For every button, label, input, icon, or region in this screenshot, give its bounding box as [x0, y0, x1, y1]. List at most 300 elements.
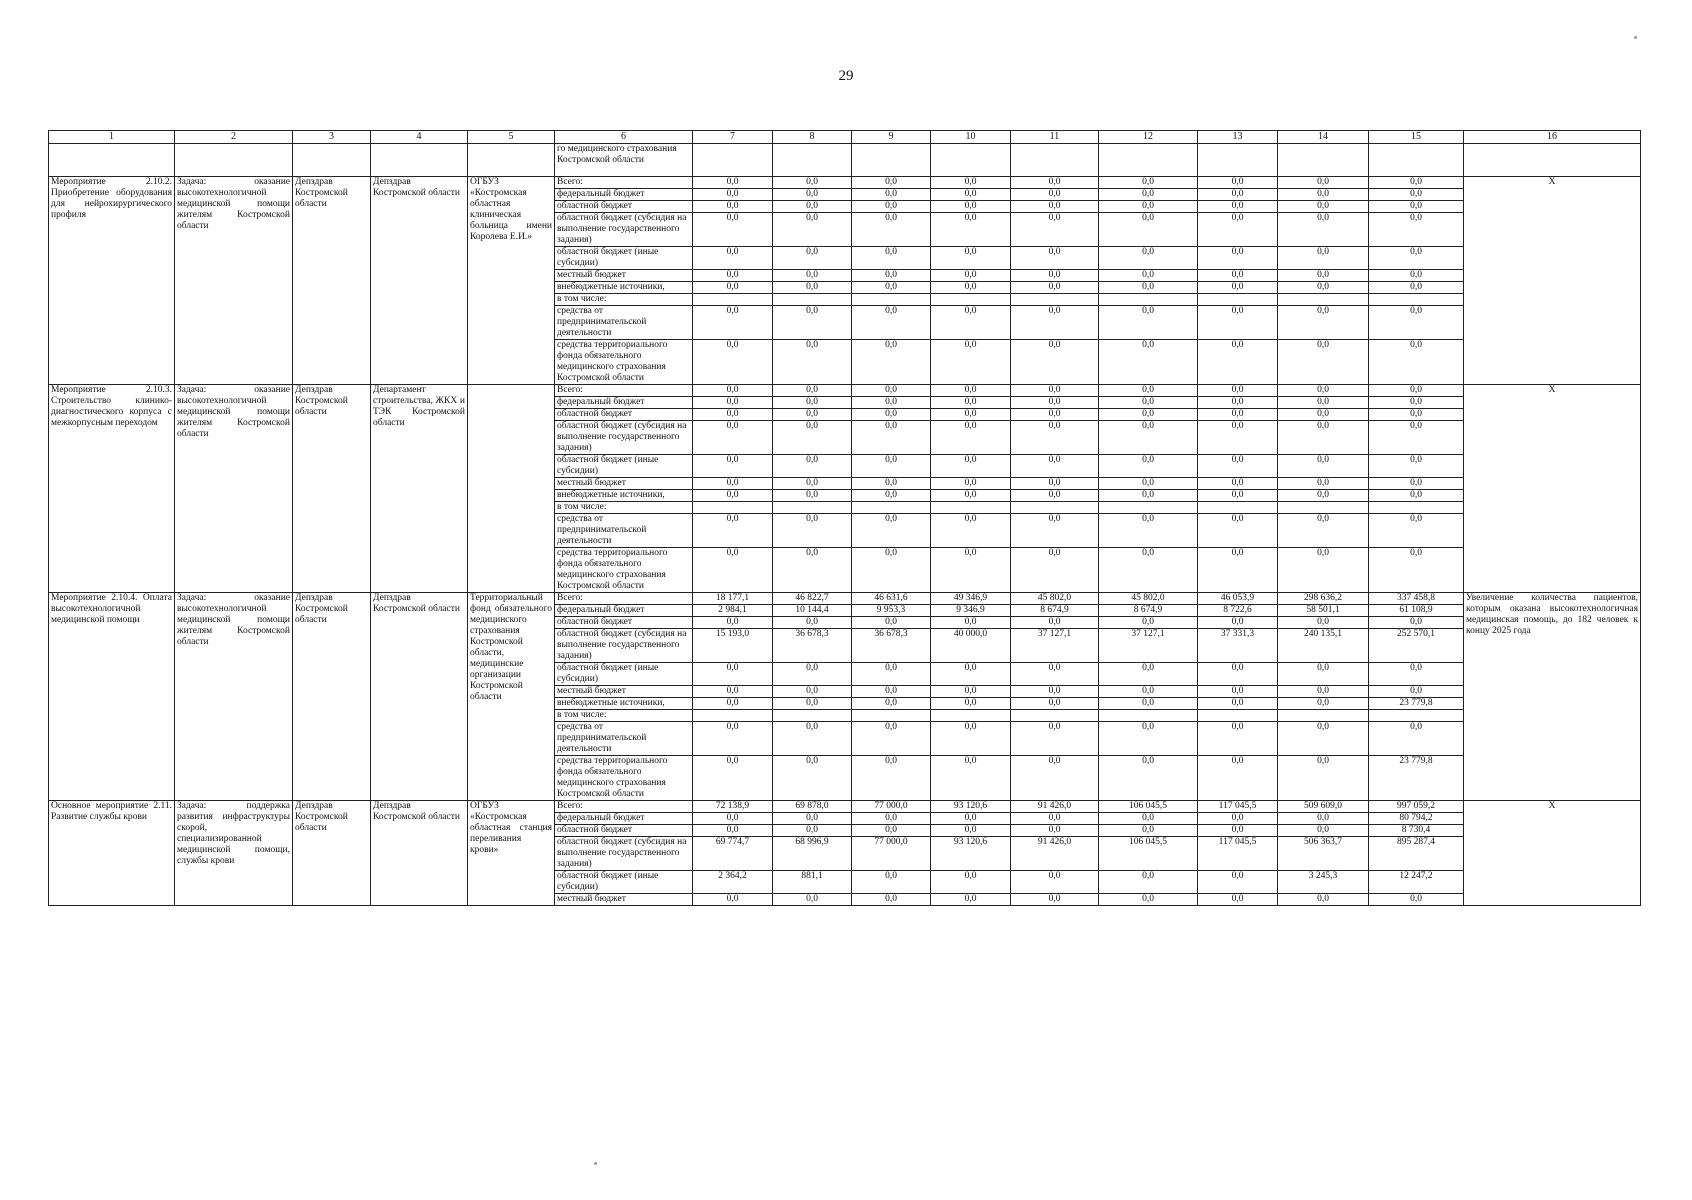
scan-speck [1634, 36, 1637, 39]
value-cell: 252 570,1 [1369, 629, 1464, 663]
column-number-cell: 6 [555, 131, 693, 144]
value-cell: 0,0 [1099, 490, 1198, 502]
page-number: 29 [838, 68, 854, 84]
value-cell: 298 636,2 [1278, 593, 1369, 605]
value-cell [1369, 294, 1464, 306]
value-cell: 8 730,4 [1369, 825, 1464, 837]
value-cell: 0,0 [1369, 722, 1464, 756]
value-cell: 3 245,3 [1278, 871, 1369, 894]
value-cell: 0,0 [852, 282, 931, 294]
value-cell: 0,0 [693, 490, 773, 502]
value-cell: 0,0 [1099, 813, 1198, 825]
value-cell: 9 953,3 [852, 605, 931, 617]
value-cell: 0,0 [1198, 548, 1278, 593]
value-cell: 0,0 [1099, 270, 1198, 282]
value-cell: 0,0 [693, 177, 773, 189]
value-cell: 240 135,1 [1278, 629, 1369, 663]
value-cell [1099, 294, 1198, 306]
value-cell: 45 802,0 [1099, 593, 1198, 605]
value-cell: 0,0 [1278, 617, 1369, 629]
task-cell: Задача: оказание высокотехнологичной медицинской помощи жителям Костромской области [175, 385, 293, 593]
value-cell [931, 144, 1011, 177]
value-cell: 68 996,9 [773, 837, 852, 871]
funding-source-cell: средства территориального фонда обязательного медицинского страхования Костромской области [555, 756, 693, 801]
value-cell: 0,0 [1011, 177, 1099, 189]
value-cell: 0,0 [693, 189, 773, 201]
value-cell: 23 779,8 [1369, 698, 1464, 710]
value-cell: 0,0 [1369, 686, 1464, 698]
value-cell: 0,0 [773, 478, 852, 490]
value-cell: 0,0 [931, 455, 1011, 478]
value-cell: 0,0 [1011, 455, 1099, 478]
funding-source-cell: областной бюджет (субсидия на выполнение государственного задания) [555, 629, 693, 663]
value-cell: 61 108,9 [1369, 605, 1464, 617]
value-cell: 37 331,3 [1198, 629, 1278, 663]
value-cell: 0,0 [931, 213, 1011, 247]
value-cell: 0,0 [1369, 213, 1464, 247]
funding-source-cell: федеральный бюджет [555, 397, 693, 409]
value-cell: 0,0 [693, 548, 773, 593]
value-cell: 0,0 [693, 514, 773, 548]
value-cell: 0,0 [1198, 617, 1278, 629]
value-cell [693, 144, 773, 177]
value-cell: 0,0 [1198, 247, 1278, 270]
value-cell: 37 127,1 [1099, 629, 1198, 663]
value-cell: 106 045,5 [1099, 837, 1198, 871]
table-row [49, 177, 1641, 189]
value-cell: 0,0 [693, 455, 773, 478]
result-cell: X [1464, 177, 1641, 385]
funding-source-cell: областной бюджет [555, 825, 693, 837]
value-cell: 0,0 [1198, 825, 1278, 837]
value-cell: 0,0 [1278, 247, 1369, 270]
value-cell: 69 774,7 [693, 837, 773, 871]
value-cell: 0,0 [852, 617, 931, 629]
value-cell: 0,0 [852, 825, 931, 837]
value-cell: 0,0 [852, 756, 931, 801]
column-number-cell: 16 [1464, 131, 1641, 144]
value-cell: 0,0 [1099, 548, 1198, 593]
value-cell: 0,0 [1198, 385, 1278, 397]
executor-cell: Депздрав Костромской области [371, 593, 468, 801]
value-cell: 0,0 [1011, 201, 1099, 213]
empty-cell [293, 144, 371, 177]
value-cell: 0,0 [693, 270, 773, 282]
value-cell: 881,1 [773, 871, 852, 894]
value-cell: 0,0 [1011, 871, 1099, 894]
value-cell: 0,0 [852, 871, 931, 894]
value-cell: 0,0 [693, 409, 773, 421]
value-cell: 0,0 [1198, 409, 1278, 421]
participant-cell: ОГБУЗ «Костромская областная станция переливания крови» [468, 801, 555, 906]
value-cell: 0,0 [1278, 894, 1369, 906]
value-cell: 0,0 [1278, 514, 1369, 548]
value-cell: 0,0 [773, 722, 852, 756]
value-cell: 0,0 [1278, 385, 1369, 397]
value-cell: 9 346,9 [931, 605, 1011, 617]
column-number-cell: 2 [175, 131, 293, 144]
value-cell: 0,0 [773, 894, 852, 906]
value-cell: 0,0 [1369, 247, 1464, 270]
value-cell: 0,0 [1198, 490, 1278, 502]
value-cell: 0,0 [931, 201, 1011, 213]
value-cell: 18 177,1 [693, 593, 773, 605]
measure-cell: Мероприятие 2.10.2. Приобретение оборудования для нейрохирургического профиля [49, 177, 175, 385]
value-cell [1011, 294, 1099, 306]
value-cell: 0,0 [852, 478, 931, 490]
value-cell: 0,0 [931, 686, 1011, 698]
value-cell [773, 502, 852, 514]
value-cell: 0,0 [1278, 722, 1369, 756]
column-number-cell: 8 [773, 131, 852, 144]
value-cell [931, 294, 1011, 306]
value-cell: 0,0 [1011, 722, 1099, 756]
value-cell: 0,0 [693, 813, 773, 825]
value-cell: 0,0 [1369, 385, 1464, 397]
value-cell: 0,0 [773, 201, 852, 213]
value-cell [1369, 144, 1464, 177]
value-cell: 337 458,8 [1369, 593, 1464, 605]
value-cell: 0,0 [773, 409, 852, 421]
value-cell: 0,0 [1369, 617, 1464, 629]
column-number-cell: 15 [1369, 131, 1464, 144]
value-cell: 0,0 [1011, 514, 1099, 548]
value-cell: 0,0 [1198, 177, 1278, 189]
result-cell: Увеличение количества пациентов, которым оказана высокотехнологичная медицинская помощь, до 182 человек к концу 2025 года [1464, 593, 1641, 801]
executor-cell: Депздрав Костромской области [371, 801, 468, 906]
value-cell: 0,0 [693, 421, 773, 455]
value-cell: 0,0 [852, 409, 931, 421]
value-cell: 0,0 [1198, 306, 1278, 340]
value-cell: 0,0 [693, 340, 773, 385]
task-cell: Задача: оказание высокотехнологичной медицинской помощи жителям Костромской области [175, 177, 293, 385]
column-number-cell: 10 [931, 131, 1011, 144]
measure-cell: Основное мероприятие 2.11. Развитие службы крови [49, 801, 175, 906]
value-cell [1278, 710, 1369, 722]
value-cell: 506 363,7 [1278, 837, 1369, 871]
value-cell: 0,0 [1278, 340, 1369, 385]
funding-source-cell: Всего: [555, 177, 693, 189]
funding-source-cell: средства от предпринимательской деятельности [555, 306, 693, 340]
value-cell: 0,0 [1369, 397, 1464, 409]
value-cell: 0,0 [693, 385, 773, 397]
funding-source-cell: Всего: [555, 593, 693, 605]
value-cell: 0,0 [1099, 894, 1198, 906]
funding-source-cell: федеральный бюджет [555, 189, 693, 201]
value-cell: 0,0 [1011, 213, 1099, 247]
executor-cell: Департамент строительства, ЖКХ и ТЭК Костромской области [371, 385, 468, 593]
value-cell: 0,0 [1278, 270, 1369, 282]
value-cell: 0,0 [852, 421, 931, 455]
value-cell [931, 710, 1011, 722]
funding-source-cell: областной бюджет (иные субсидии) [555, 871, 693, 894]
funding-source-cell: областной бюджет (субсидия на выполнение государственного задания) [555, 837, 693, 871]
value-cell [1011, 502, 1099, 514]
value-cell: 0,0 [852, 270, 931, 282]
empty-cell [49, 144, 175, 177]
value-cell: 0,0 [1369, 514, 1464, 548]
value-cell: 46 053,9 [1198, 593, 1278, 605]
admin-cell: Депздрав Костромской области [293, 801, 371, 906]
funding-source-cell: в том числе: [555, 502, 693, 514]
funding-source-cell: го медицинского страхования Костромской области [555, 144, 693, 177]
value-cell: 0,0 [1011, 282, 1099, 294]
value-cell: 0,0 [852, 894, 931, 906]
value-cell: 0,0 [1099, 663, 1198, 686]
value-cell: 0,0 [773, 813, 852, 825]
column-number-cell: 11 [1011, 131, 1099, 144]
value-cell [773, 294, 852, 306]
value-cell: 0,0 [1099, 282, 1198, 294]
value-cell: 0,0 [1099, 478, 1198, 490]
funding-source-cell: областной бюджет (иные субсидии) [555, 663, 693, 686]
value-cell: 77 000,0 [852, 837, 931, 871]
value-cell: 0,0 [773, 756, 852, 801]
value-cell: 0,0 [852, 247, 931, 270]
value-cell: 0,0 [852, 663, 931, 686]
column-number-cell: 1 [49, 131, 175, 144]
result-cell: X [1464, 801, 1641, 906]
value-cell: 0,0 [1198, 894, 1278, 906]
value-cell: 12 247,2 [1369, 871, 1464, 894]
funding-source-cell: областной бюджет (субсидия на выполнение государственного задания) [555, 213, 693, 247]
value-cell: 0,0 [852, 177, 931, 189]
value-cell: 117 045,5 [1198, 837, 1278, 871]
value-cell: 0,0 [1099, 177, 1198, 189]
value-cell [693, 710, 773, 722]
value-cell: 0,0 [1369, 421, 1464, 455]
budget-table-sheet [48, 130, 1641, 906]
funding-source-cell: областной бюджет [555, 201, 693, 213]
value-cell: 0,0 [773, 270, 852, 282]
value-cell: 0,0 [773, 177, 852, 189]
value-cell: 0,0 [1198, 270, 1278, 282]
value-cell: 77 000,0 [852, 801, 931, 813]
value-cell: 0,0 [693, 306, 773, 340]
value-cell: 0,0 [1369, 201, 1464, 213]
value-cell [1278, 294, 1369, 306]
value-cell: 0,0 [1278, 213, 1369, 247]
empty-cell [371, 144, 468, 177]
value-cell: 895 287,4 [1369, 837, 1464, 871]
value-cell: 0,0 [773, 686, 852, 698]
value-cell [852, 144, 931, 177]
value-cell: 0,0 [1278, 490, 1369, 502]
value-cell: 2 364,2 [693, 871, 773, 894]
value-cell [852, 294, 931, 306]
value-cell: 0,0 [693, 282, 773, 294]
value-cell [1099, 502, 1198, 514]
value-cell: 45 802,0 [1011, 593, 1099, 605]
value-cell: 0,0 [931, 247, 1011, 270]
value-cell [1011, 710, 1099, 722]
value-cell: 0,0 [1099, 409, 1198, 421]
admin-cell: Депздрав Костромской области [293, 593, 371, 801]
value-cell: 0,0 [1011, 340, 1099, 385]
value-cell: 91 426,0 [1011, 801, 1099, 813]
budget-table [48, 130, 1641, 906]
value-cell [1369, 710, 1464, 722]
column-number-cell: 5 [468, 131, 555, 144]
funding-source-cell: средства территориального фонда обязательного медицинского страхования Костромской области [555, 340, 693, 385]
result-cell: X [1464, 385, 1641, 593]
value-cell: 0,0 [773, 421, 852, 455]
value-cell: 0,0 [773, 340, 852, 385]
value-cell: 0,0 [1099, 397, 1198, 409]
value-cell: 0,0 [852, 189, 931, 201]
value-cell: 0,0 [1198, 201, 1278, 213]
value-cell: 0,0 [1011, 756, 1099, 801]
value-cell [693, 502, 773, 514]
value-cell: 0,0 [773, 213, 852, 247]
value-cell: 0,0 [1011, 306, 1099, 340]
column-number-cell: 3 [293, 131, 371, 144]
value-cell: 0,0 [1011, 894, 1099, 906]
value-cell: 72 138,9 [693, 801, 773, 813]
value-cell: 0,0 [1369, 177, 1464, 189]
value-cell: 0,0 [931, 306, 1011, 340]
value-cell: 0,0 [773, 385, 852, 397]
value-cell [852, 502, 931, 514]
value-cell: 0,0 [1011, 617, 1099, 629]
value-cell: 0,0 [1198, 397, 1278, 409]
value-cell: 0,0 [852, 397, 931, 409]
value-cell [1198, 294, 1278, 306]
value-cell: 0,0 [1369, 478, 1464, 490]
value-cell [931, 502, 1011, 514]
value-cell: 49 346,9 [931, 593, 1011, 605]
value-cell: 0,0 [1198, 722, 1278, 756]
value-cell: 0,0 [1011, 409, 1099, 421]
funding-source-cell: Всего: [555, 801, 693, 813]
value-cell: 0,0 [773, 617, 852, 629]
value-cell: 0,0 [1278, 825, 1369, 837]
value-cell: 0,0 [852, 455, 931, 478]
value-cell: 0,0 [1278, 686, 1369, 698]
value-cell [1198, 502, 1278, 514]
value-cell: 0,0 [773, 514, 852, 548]
value-cell [1198, 710, 1278, 722]
value-cell: 0,0 [1369, 663, 1464, 686]
value-cell: 0,0 [693, 617, 773, 629]
executor-cell: Депздрав Костромской области [371, 177, 468, 385]
value-cell: 0,0 [1011, 663, 1099, 686]
participant-cell: Территориальный фонд обязательного медицинского страхования Костромской области, медицинские организации Костромской области [468, 593, 555, 801]
value-cell: 0,0 [1278, 282, 1369, 294]
value-cell: 0,0 [1278, 813, 1369, 825]
value-cell: 0,0 [931, 490, 1011, 502]
value-cell: 0,0 [931, 617, 1011, 629]
value-cell [693, 294, 773, 306]
value-cell: 0,0 [693, 201, 773, 213]
value-cell: 0,0 [931, 189, 1011, 201]
funding-source-cell: внебюджетные источники, [555, 282, 693, 294]
value-cell: 0,0 [1198, 871, 1278, 894]
participant-cell [468, 385, 555, 593]
table-header-row [49, 131, 1641, 144]
value-cell [773, 144, 852, 177]
value-cell: 0,0 [931, 894, 1011, 906]
value-cell: 0,0 [931, 825, 1011, 837]
value-cell: 0,0 [1011, 813, 1099, 825]
value-cell: 0,0 [693, 663, 773, 686]
value-cell: 0,0 [1278, 548, 1369, 593]
value-cell: 0,0 [773, 698, 852, 710]
value-cell: 0,0 [1011, 825, 1099, 837]
value-cell: 15 193,0 [693, 629, 773, 663]
value-cell: 0,0 [1099, 756, 1198, 801]
value-cell: 0,0 [1099, 617, 1198, 629]
value-cell: 0,0 [1198, 698, 1278, 710]
value-cell: 0,0 [931, 421, 1011, 455]
value-cell: 93 120,6 [931, 837, 1011, 871]
value-cell: 0,0 [1198, 455, 1278, 478]
participant-cell: ОГБУЗ «Костромская областная клиническая больница имени Королева Е.И.» [468, 177, 555, 385]
value-cell: 58 501,1 [1278, 605, 1369, 617]
value-cell: 69 878,0 [773, 801, 852, 813]
value-cell: 0,0 [1198, 189, 1278, 201]
value-cell: 0,0 [1198, 213, 1278, 247]
value-cell: 0,0 [1099, 247, 1198, 270]
value-cell [852, 710, 931, 722]
value-cell: 0,0 [852, 385, 931, 397]
value-cell: 0,0 [1099, 306, 1198, 340]
value-cell: 0,0 [773, 306, 852, 340]
value-cell: 0,0 [1198, 663, 1278, 686]
value-cell: 0,0 [1099, 825, 1198, 837]
value-cell: 0,0 [1369, 455, 1464, 478]
value-cell: 0,0 [852, 340, 931, 385]
value-cell: 0,0 [1099, 871, 1198, 894]
value-cell: 0,0 [1099, 201, 1198, 213]
value-cell: 0,0 [1278, 397, 1369, 409]
funding-source-cell: средства от предпринимательской деятельности [555, 514, 693, 548]
value-cell: 0,0 [1011, 270, 1099, 282]
value-cell [1198, 144, 1278, 177]
value-cell: 509 609,0 [1278, 801, 1369, 813]
value-cell: 0,0 [1099, 340, 1198, 385]
value-cell: 0,0 [1278, 455, 1369, 478]
value-cell: 0,0 [1278, 698, 1369, 710]
value-cell: 0,0 [931, 722, 1011, 756]
value-cell: 0,0 [1369, 548, 1464, 593]
value-cell: 36 678,3 [852, 629, 931, 663]
value-cell: 0,0 [1011, 698, 1099, 710]
value-cell: 0,0 [852, 213, 931, 247]
task-cell: Задача: поддержка развития инфраструктуры скорой, специализированной медицинской помощи, службы крови [175, 801, 293, 906]
value-cell: 0,0 [852, 514, 931, 548]
value-cell: 0,0 [693, 213, 773, 247]
value-cell [1099, 144, 1198, 177]
value-cell: 0,0 [1011, 478, 1099, 490]
value-cell: 0,0 [852, 698, 931, 710]
value-cell: 93 120,6 [931, 801, 1011, 813]
admin-cell: Депздрав Костромской области [293, 385, 371, 593]
value-cell [1369, 502, 1464, 514]
funding-source-cell: средства от предпринимательской деятельности [555, 722, 693, 756]
admin-cell: Депздрав Костромской области [293, 177, 371, 385]
value-cell: 0,0 [1011, 189, 1099, 201]
funding-source-cell: местный бюджет [555, 270, 693, 282]
value-cell: 0,0 [931, 548, 1011, 593]
value-cell: 0,0 [931, 270, 1011, 282]
value-cell: 0,0 [1369, 490, 1464, 502]
continuation-row [49, 144, 1641, 177]
value-cell: 0,0 [1099, 514, 1198, 548]
value-cell: 0,0 [1278, 663, 1369, 686]
value-cell: 0,0 [693, 722, 773, 756]
measure-cell: Мероприятие 2.10.4. Оплата высокотехнологичной медицинской помощи [49, 593, 175, 801]
